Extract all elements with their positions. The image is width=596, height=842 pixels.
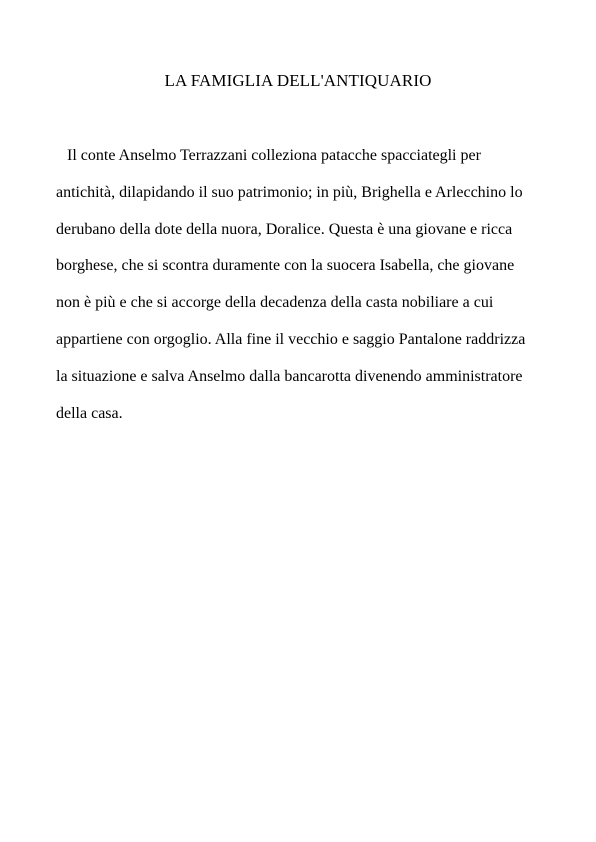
paragraph-line: Il conte Anselmo Terrazzani colleziona patacche spacciategli per — [67, 147, 481, 164]
paragraph-line: appartiene con orgoglio. Alla fine il vecchio e saggio Pantalone raddrizza — [56, 330, 526, 348]
paragraph-line: della casa. — [56, 404, 123, 422]
paragraph-line: derubano della dote della nuora, Doralice. Questa è una giovane e ricca — [56, 220, 513, 238]
paragraph-line: non è più e che si accorge della decadenza della casta nobiliare a cui — [56, 294, 494, 312]
paragraph-line: borghese, che si scontra duramente con la suocera Isabella, che giovane — [56, 257, 515, 275]
paragraph-line: antichità, dilapidando il suo patrimonio; in più, Brighella e Arlecchino lo — [56, 183, 523, 201]
document-paragraph — [56, 145, 536, 439]
paragraph-line: la situazione e salva Anselmo dalla bancarotta divenendo amministratore — [56, 367, 523, 385]
document-title: LA FAMIGLIA DELL'ANTIQUARIO — [164, 71, 432, 90]
